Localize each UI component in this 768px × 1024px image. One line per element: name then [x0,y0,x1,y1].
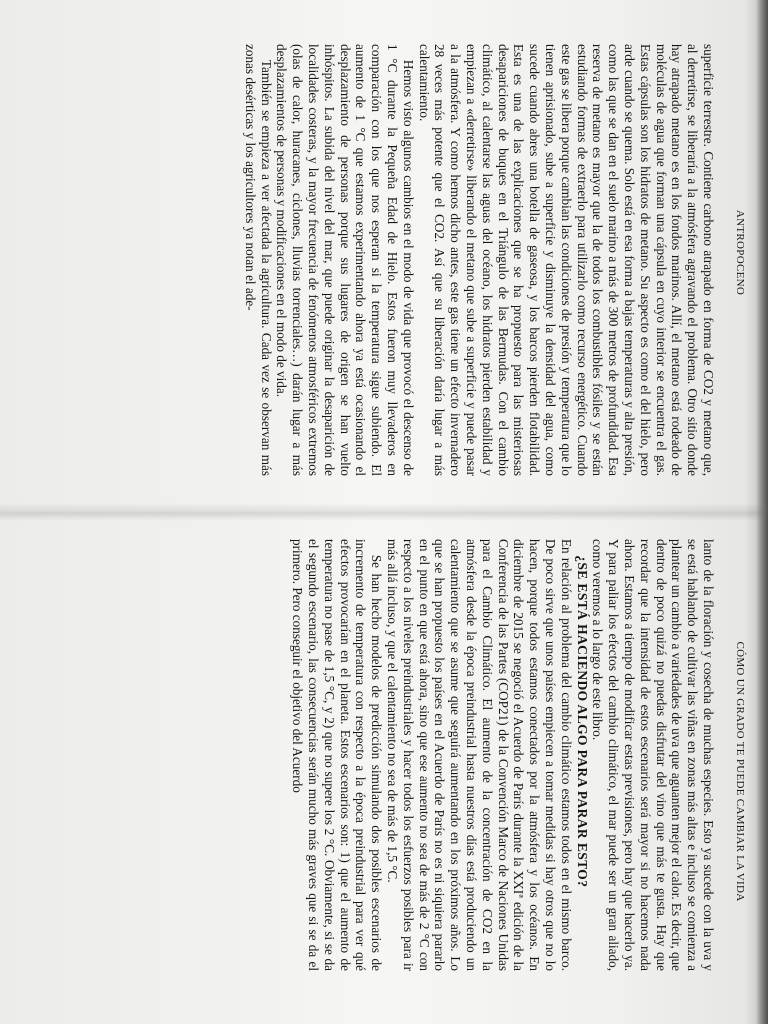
left-text-block [242,44,716,476]
left-paragraph-3: También se empieza a ver afectada la agricultura. Cada vez se observan más zonas desérticas y los agricultores ya notan el ade- [242,44,274,476]
right-paragraph-1: En relación al problema del cambio climático estamos todos en el mismo barco. De poco sirve que unos países empiecen a tomar medidas si hay otros que no lo hacen, porque todos estamos conectados por la atmósfera y los océanos. En diciembre de 2015 se negoció el Acuerdo de París durante la XXIª edición de la Conferencia de las Partes (COP21) de la Convención Marco de Naciones Unidas para el Cambio Climático. El aumento de la concentración de CO2 en la atmósfera desde la época preindustrial hasta nuestros días está produciendo un calentamiento que se asume que seguirá aumentando en los próximos años. Lo que se han propuesto los países en el Acuerdo de París no es ni siquiera pararlo en el punto en que está ahora, sino que ese aumento no sea de más de 2 °C con respecto a los niveles preindustriales y hacer todos los esfuerzos posibles para ir más allá incluso, y que el calentamiento no sea de más de 1,5 °C. [385,539,574,971]
left-page [0,0,768,505]
left-paragraph-2: Hemos visto algunos cambios en el modo de vida que provocó el descenso de 1 °C durante la Pequeña Edad de Hielo. Estos fueron muy llevaderos en comparación con los que nos esperan si la temperatura sigue subiendo. El aumento de 1 °C que estamos experimentando ahora ya está ocasionando el desplazamiento de personas porque sus lugares de origen se han vuelto inhóspitos. La subida del nivel del mar, que puede originar la desaparición de localidades costeras, y la mayor frecuencia de fenómenos atmosféricos extremos (olas de calor, huracanes, ciclones, lluvias torrenciales…) darán lugar a más desplazamientos de personas y modificaciones en el modo de vida. [274,44,416,476]
right-text-block [289,539,716,971]
left-running-head: ANTROPOCENO [734,209,746,296]
right-page [0,519,768,1024]
right-running-head: CÓMO UN GRADO TE PUEDE CAMBIAR LA VIDA [734,641,746,902]
page-edge-shadow [756,0,768,1024]
right-paragraph-2: Se han hecho modelos de predicción simulando dos posibles escenarios de incremento de temperatura con respecto a la época preindustrial para ver qué efectos provocarían en el planeta. Estos escenarios son: 1) que el aumento de temperatura no pase de 1,5 °C, y 2) que no supere los 2 °C. Obviamente, si se da el segundo escenario, las consecuencias serán mucho más graves que si se da el primero. Pero conseguir el objetivo del Acuerdo [290,539,385,971]
section-heading: ¿SE ESTÁ HACIENDO ALGO PARA PARAR ESTO? [574,555,590,888]
right-intro-paragraph: lanto de la floración y cosecha de muchas especies. Esto ya sucede con la uva y se está hablando de cultivar las viñas en zonas más altas e incluso se comienza a plantear un cambio a variedades de uva que aguanten mejor el calor. Es decir, que dentro de poco quizá no puedas disfrutar del vino que más te gusta. Hay que recordar que la intensidad de estos escenarios será mayor si no hacemos nada ahora. Estamos a tiempo de modificar estas previsiones, pero hay que hacerlo ya. Y para paliar los efectos del cambio climático, el mar puede ser un gran aliado, como veremos a lo largo de este libro. [590,539,716,971]
left-paragraph-1: superficie terrestre. Contiene carbono atrapado en forma de CO2 y metano que, al derretirse, se liberaría a la atmósfera agravando el problema. Otro sitio donde hay atrapado metano es en los fondos marinos. Allí, el metano está rodeado de moléculas de agua que forman una cápsula en cuyo interior se encuentra el gas. Estas cápsulas son los hidratos de metano. Su aspecto es como el del hielo, pero arde cuando se quema. Solo está en esa forma a bajas temperaturas y alta presión, como las que se dan en el suelo marino a más de 300 metros de profundidad. Esa reserva de metano es mayor que la de todos los combustibles fósiles y se están estudiando formas de extraerlo para utilizarlo como recurso energético. Cuando este gas se libera porque cambian las condiciones de presión y temperatura que lo tienen aprisionado, sube a superficie y disminuye la densidad del agua, como sucede cuando abres una botella de gaseosa, y los barcos pierden flotabilidad. Esta es una de las explicaciones que se ha propuesto para las misteriosas desapariciones de buques en el Triángulo de las Bermudas. Con el cambio climático, al calentarse las aguas del océano, los hidratos pierden estabilidad y empiezan a «derretirse» liberando el metano que sube a superficie y puede pasar a la atmósfera. Y como hemos dicho antes, este gas tiene un efecto invernadero 28 veces más potente que el CO2. Así que su liberación daría lugar a más calentamiento. [416,44,716,476]
